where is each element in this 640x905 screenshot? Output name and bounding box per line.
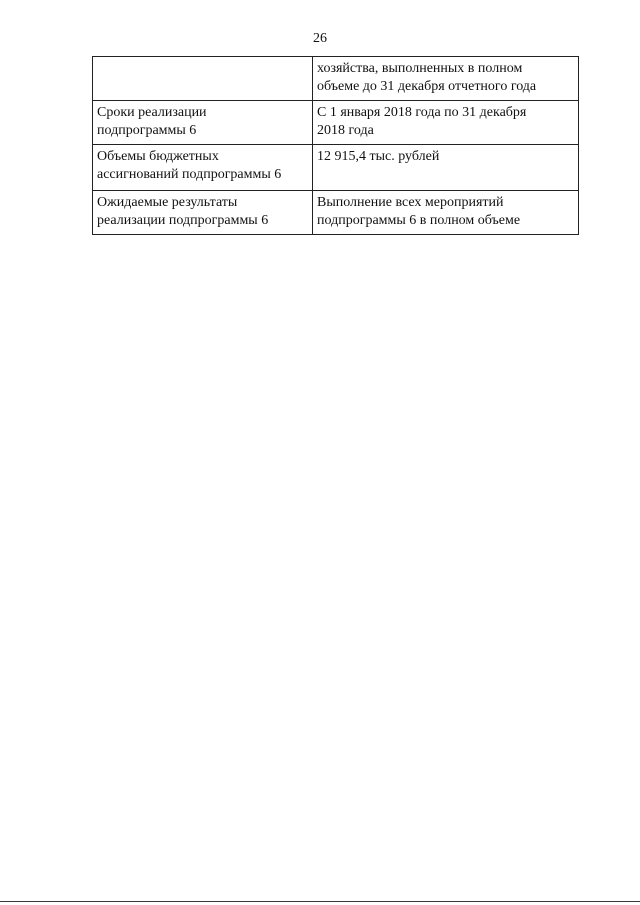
row-value: С 1 января 2018 года по 31 декабря 2018 года: [317, 105, 527, 138]
subprogram-passport-table: [92, 56, 579, 235]
row-label-cell: [93, 191, 313, 235]
row-value: хозяйства, выполненных в полном объеме до 31 декабря отчетного года: [317, 61, 537, 94]
page-bottom-rule: [0, 901, 640, 902]
row-label-cell: [93, 101, 313, 145]
row-value-cell: [313, 101, 579, 145]
row-label: Сроки реализации подпрограммы 6: [97, 105, 207, 138]
row-value-cell: [313, 191, 579, 235]
row-label-cell: [93, 145, 313, 191]
page-number: 26: [313, 31, 327, 46]
row-value: Выполнение всех мероприятий подпрограммы 6 в полном объеме: [317, 195, 521, 228]
row-value: 12 915,4 тыс. рублей: [317, 149, 440, 164]
row-label: Ожидаемые результаты реализации подпрограммы 6: [97, 195, 269, 228]
row-label: Объемы бюджетных ассигнований подпрограммы 6: [97, 149, 282, 182]
row-value-cell: [313, 145, 579, 191]
table-row-implementation-period: [93, 101, 579, 145]
table-row-continuation: [93, 57, 579, 101]
row-value-cell: [313, 57, 579, 101]
table-row-expected-results: [93, 191, 579, 235]
row-label-cell: [93, 57, 313, 101]
table-row-budget-allocations: [93, 145, 579, 191]
